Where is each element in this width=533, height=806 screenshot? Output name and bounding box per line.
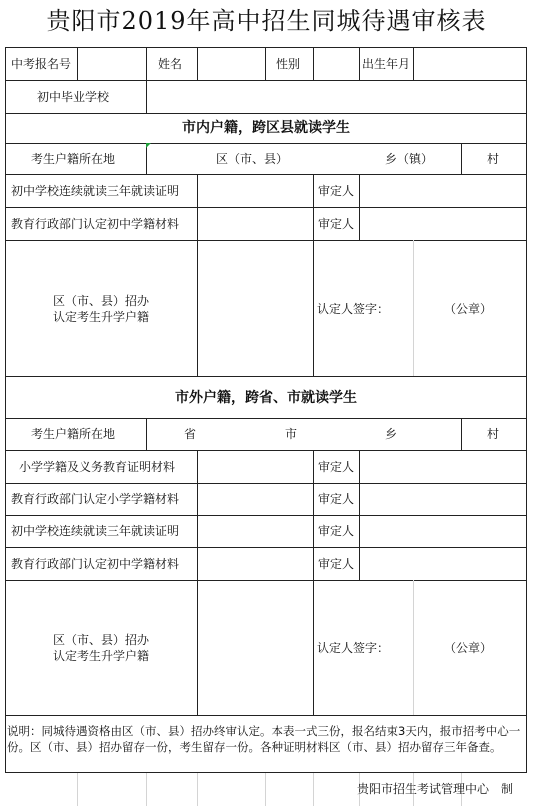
signature-label: 认定人签字： xyxy=(317,641,390,655)
exam-number-label: 中考报名号 xyxy=(11,57,72,71)
item-label: 教育行政部门认定初中学籍材料 xyxy=(11,217,180,231)
rule xyxy=(5,376,527,377)
rule xyxy=(5,418,527,419)
reviewer-label: 审定人 xyxy=(318,460,355,474)
city-label: 市 xyxy=(285,427,298,441)
gridline xyxy=(197,773,198,806)
rule xyxy=(265,47,266,80)
seal-label: （公章） xyxy=(444,302,493,316)
rule xyxy=(5,772,527,773)
rule xyxy=(5,483,527,484)
rule xyxy=(5,47,527,48)
rule xyxy=(197,47,198,80)
gridline xyxy=(77,773,78,806)
section1-heading: 市内户籍，跨区县就读学生 xyxy=(182,120,350,136)
gender-label: 性别 xyxy=(276,57,301,71)
rule xyxy=(359,47,360,80)
section2-heading: 市外户籍，跨省、市就读学生 xyxy=(175,390,357,406)
rule xyxy=(5,113,527,114)
village-label: 村 xyxy=(487,427,500,441)
rule xyxy=(146,47,147,80)
rule xyxy=(5,80,527,81)
gridline xyxy=(413,240,414,376)
residence-label: 考生户籍所在地 xyxy=(31,152,116,166)
village-label: 村 xyxy=(487,152,500,166)
rule xyxy=(77,47,78,80)
cell-comment-marker xyxy=(146,143,151,148)
gridline xyxy=(313,773,314,806)
reviewer-label: 审定人 xyxy=(318,557,355,571)
reviewer-label: 审定人 xyxy=(318,184,355,198)
rule xyxy=(5,547,527,548)
rule xyxy=(461,418,462,450)
name-label: 姓名 xyxy=(158,57,183,71)
approval-line1: 区（市、县）招办 xyxy=(52,633,149,647)
approval-line1: 区（市、县）招办 xyxy=(52,294,149,308)
rule xyxy=(197,450,198,715)
rule xyxy=(197,174,198,376)
reviewer-label: 审定人 xyxy=(318,524,355,538)
item-label: 初中学校连续就读三年就读证明 xyxy=(11,184,180,198)
rule xyxy=(313,450,314,715)
rule xyxy=(5,240,527,241)
rule xyxy=(5,715,527,716)
rule xyxy=(526,47,527,773)
province-label: 省 xyxy=(184,427,197,441)
gridline xyxy=(146,773,147,806)
instructions-note: 说明：同城待遇资格由区（市、县）招办终审认定。本表一式三份，报名结束3天内，报市招考中心一份。区（市、县）招办留存一份，考生留存一份。各种证明材料区（市、县）招办留存三年备查。 xyxy=(7,724,521,754)
rule xyxy=(5,450,527,451)
rule xyxy=(5,580,527,581)
residence-label: 考生户籍所在地 xyxy=(31,427,116,441)
approval-line2: 认定考生升学户籍 xyxy=(52,310,149,324)
seal-label: （公章） xyxy=(444,641,493,655)
rule xyxy=(146,80,147,113)
signature-label: 认定人签字： xyxy=(317,302,390,316)
rule xyxy=(5,207,527,208)
rule xyxy=(413,47,414,80)
approval-line2: 认定考生升学户籍 xyxy=(52,649,149,663)
gridline xyxy=(265,773,266,806)
item-label: 小学学籍及义务教育证明材料 xyxy=(19,460,176,474)
birth-label: 出生年月 xyxy=(362,57,411,71)
rule xyxy=(5,47,6,773)
reviewer-label: 审定人 xyxy=(318,217,355,231)
rule xyxy=(359,174,360,240)
town-label: 乡（镇） xyxy=(385,152,434,166)
rule xyxy=(461,143,462,174)
rule xyxy=(359,450,360,580)
rule xyxy=(313,174,314,376)
form-title: 贵阳市2019年高中招生同城待遇审核表 xyxy=(46,7,487,35)
rule xyxy=(5,515,527,516)
item-label: 教育行政部门认定小学学籍材料 xyxy=(11,492,180,506)
school-label: 初中毕业学校 xyxy=(37,90,110,104)
rule xyxy=(313,47,314,80)
township-label: 乡 xyxy=(385,427,398,441)
item-label: 初中学校连续就读三年就读证明 xyxy=(11,524,180,538)
district-label: 区（市、县） xyxy=(216,152,289,166)
item-label: 教育行政部门认定初中学籍材料 xyxy=(11,557,180,571)
issuer-credit: 贵阳市招生考试管理中心 制 xyxy=(357,782,514,796)
rule xyxy=(146,418,147,450)
rule xyxy=(5,143,527,144)
rule xyxy=(5,174,527,175)
gridline xyxy=(413,580,414,715)
reviewer-label: 审定人 xyxy=(318,492,355,506)
